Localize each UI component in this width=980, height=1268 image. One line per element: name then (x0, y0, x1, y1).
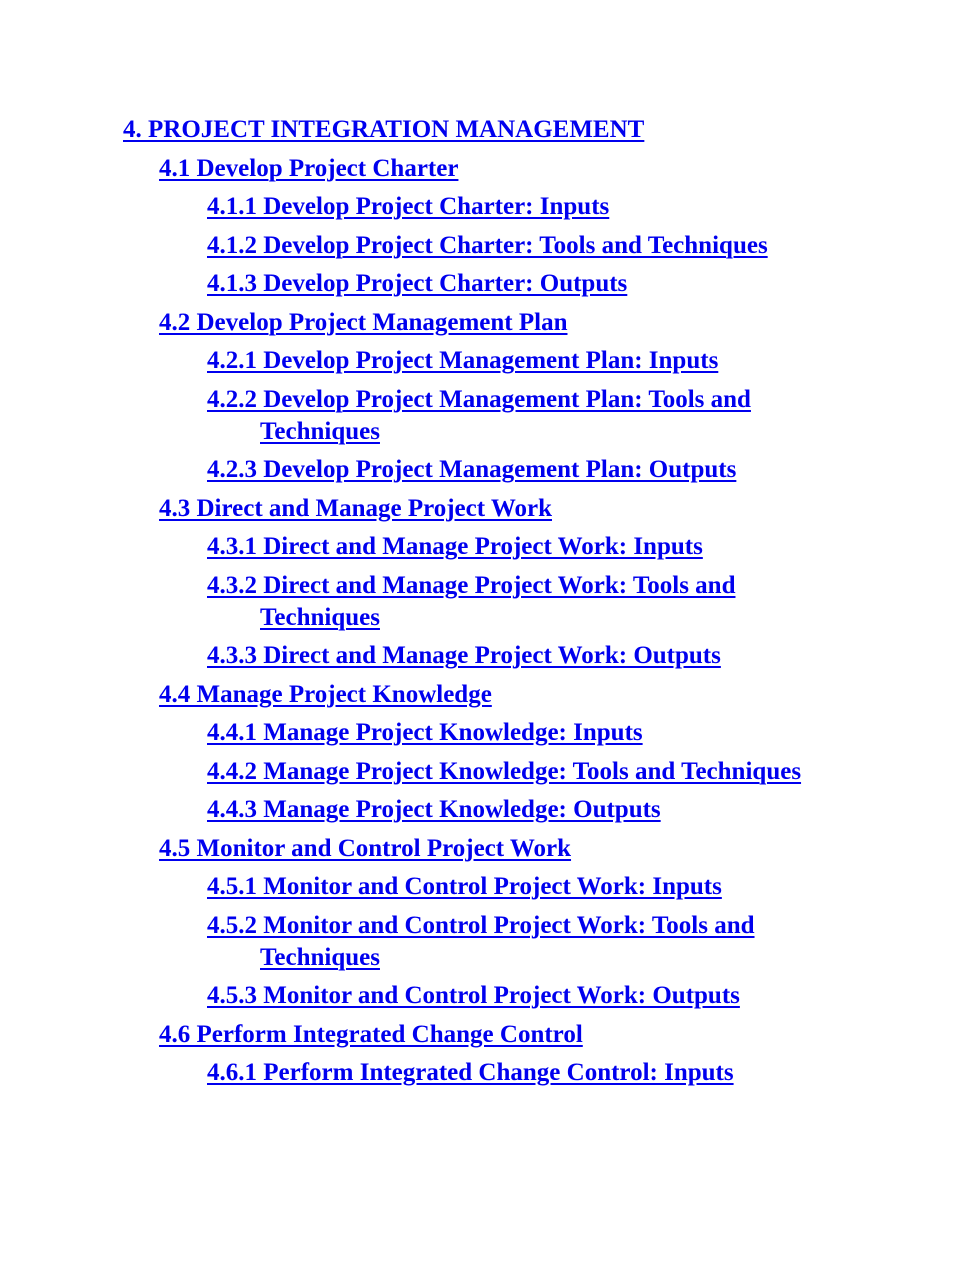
toc-subsection-link[interactable]: 4.3.1 Direct and Manage Project Work: Inputs (207, 533, 703, 560)
toc-subsection-link[interactable]: 4.5.3 Monitor and Control Project Work: Outputs (207, 982, 740, 1009)
toc-subsection-link[interactable]: 4.2.2 Develop Project Management Plan: Tools and Techniques (207, 385, 751, 445)
table-of-contents (0, 114, 980, 1096)
toc-subsection-link[interactable]: 4.5.2 Monitor and Control Project Work: Tools and Techniques (207, 911, 755, 971)
toc-section-link[interactable]: 4.4 Manage Project Knowledge (159, 680, 492, 708)
toc-subsection-link[interactable]: 4.6.1 Perform Integrated Change Control: Inputs (207, 1059, 734, 1086)
toc-section-link[interactable]: 4.6 Perform Integrated Change Control (159, 1020, 583, 1048)
toc-section-link[interactable]: 4.5 Monitor and Control Project Work (159, 834, 572, 862)
toc-section-link[interactable]: 4.3 Direct and Manage Project Work (159, 494, 552, 522)
toc-subsection-link[interactable]: 4.1.1 Develop Project Charter: Inputs (207, 193, 610, 220)
toc-subsection-link[interactable]: 4.4.1 Manage Project Knowledge: Inputs (207, 719, 643, 746)
toc-section-link[interactable]: 4.2 Develop Project Management Plan (159, 308, 568, 336)
toc-subsection-link[interactable]: 4.2.1 Develop Project Management Plan: Inputs (207, 347, 719, 374)
toc-subsection-link[interactable]: 4.4.2 Manage Project Knowledge: Tools and Techniques (207, 757, 802, 785)
toc-subsection-link[interactable]: 4.2.3 Develop Project Management Plan: Outputs (207, 456, 737, 483)
toc-subsection-link[interactable]: 4.3.2 Direct and Manage Project Work: Tools and Techniques (207, 571, 736, 631)
toc-chapter-link[interactable]: 4. PROJECT INTEGRATION MANAGEMENT (123, 116, 645, 143)
toc-section-link[interactable]: 4.1 Develop Project Charter (159, 154, 459, 182)
toc-subsection-link[interactable]: 4.5.1 Monitor and Control Project Work: Inputs (207, 873, 722, 900)
toc-subsection-link[interactable]: 4.4.3 Manage Project Knowledge: Outputs (207, 796, 661, 823)
toc-subsection-link[interactable]: 4.1.3 Develop Project Charter: Outputs (207, 270, 628, 297)
toc-subsection-link[interactable]: 4.1.2 Develop Project Charter: Tools and Techniques (207, 231, 768, 259)
toc-subsection-link[interactable]: 4.3.3 Direct and Manage Project Work: Outputs (207, 642, 721, 669)
